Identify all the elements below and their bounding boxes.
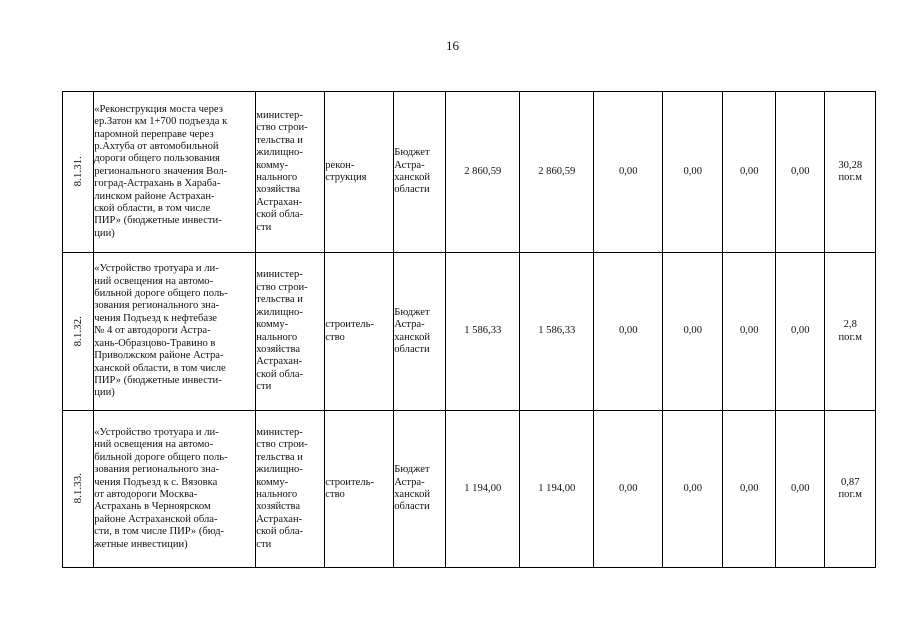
customer: министер- ство строи- тельства и жилищно- комму- нального хозяйства Астрахан- ской обла- сти xyxy=(256,109,308,233)
capacity-unit: пог.м xyxy=(838,331,862,343)
page-number: 16 xyxy=(446,38,459,53)
investment-table xyxy=(62,91,876,568)
object-name-cell xyxy=(94,253,256,411)
customer-cell xyxy=(256,92,325,253)
value-total: 2 860,59 xyxy=(446,92,520,253)
value-total: 1 194,00 xyxy=(446,411,520,568)
capacity-cell xyxy=(825,411,876,568)
row-number-cell xyxy=(63,92,94,253)
value-col-2: 1 586,33 xyxy=(520,253,594,411)
work-type-cell xyxy=(325,253,394,411)
value-col-5: 0,00 xyxy=(723,411,776,568)
object-name: «Устройство тротуара и ли- ний освещения на автомо- бильной дороге общего поль- зования регионального зна- чения Подъезд к нефтебазе № 4 от автодороги Астра- хань-Образцово-Травино в Приволжском районе Астра- ханской области, в том числе ПИР» (бюджетные инвести- ции) xyxy=(94,263,228,399)
value-col-3: 0,00 xyxy=(594,253,663,411)
capacity-unit: пог.м xyxy=(838,172,862,183)
table-row xyxy=(63,92,876,253)
value-col-5: 0,00 xyxy=(723,253,776,411)
capacity-value: 30,28 xyxy=(838,159,863,171)
work-type: строитель- ство xyxy=(325,476,374,500)
work-type: рекон- струкция xyxy=(325,159,367,183)
row-number: 8.1.32. xyxy=(71,315,84,347)
customer-cell xyxy=(256,253,325,411)
capacity-value: 2,8 xyxy=(843,319,857,331)
capacity-value: 0,87 xyxy=(840,476,860,488)
capacity-cell xyxy=(825,253,876,411)
value-col-4: 0,00 xyxy=(663,411,723,568)
value-col-4: 0,00 xyxy=(663,92,723,253)
funding-source: Бюджет Астра- ханской области xyxy=(394,147,431,196)
funding-source: Бюджет Астра- ханской области xyxy=(394,464,431,513)
funding-source-cell xyxy=(394,411,446,568)
row-number: 8.1.33. xyxy=(71,473,84,504)
value-col-2: 2 860,59 xyxy=(520,92,594,253)
value-col-6: 0,00 xyxy=(776,92,825,253)
value-total: 1 586,33 xyxy=(446,253,520,411)
customer: министер- ство строи- тельства и жилищно- комму- нального хозяйства Астрахан- ской обла- сти xyxy=(256,269,308,393)
object-name-cell xyxy=(94,411,256,568)
object-name: «Реконструкция моста через ер.Затон км 1+700 подъезда к паромной переправе через р.Ахтуба от автомобильной дороги общего пользования регионального значения Вол- гоград-Астрахань в Хараба- линском районе Астрахан- ской области, в том числе ПИР» (бюджетные инвести- ции) xyxy=(94,103,228,239)
value-col-4: 0,00 xyxy=(663,253,723,411)
work-type-cell xyxy=(325,92,394,253)
work-type: строитель- ство xyxy=(325,319,374,343)
row-number-cell xyxy=(63,411,94,568)
value-col-6: 0,00 xyxy=(776,253,825,411)
table-row xyxy=(63,411,876,568)
customer: министер- ство строи- тельства и жилищно- комму- нального хозяйства Астрахан- ской обла- сти xyxy=(256,426,308,550)
capacity-unit: пог.м xyxy=(838,489,862,500)
value-col-3: 0,00 xyxy=(594,92,663,253)
work-type-cell xyxy=(325,411,394,568)
value-col-2: 1 194,00 xyxy=(520,411,594,568)
object-name: «Устройство тротуара и ли- ний освещения на автомо- бильной дороге общего поль- зования регионального зна- чения Подъезд к с. Вязовка от автодороги Москва- Астрахань в Черноярском районе Астраханской обла- сти, в том числе ПИР» (бюд- жетные инвестиции) xyxy=(94,426,228,550)
funding-source-cell xyxy=(394,253,446,411)
funding-source-cell xyxy=(394,92,446,253)
value-col-3: 0,00 xyxy=(594,411,663,568)
value-col-6: 0,00 xyxy=(776,411,825,568)
table-row xyxy=(63,253,876,411)
capacity-cell xyxy=(825,92,876,253)
value-col-5: 0,00 xyxy=(723,92,776,253)
funding-source: Бюджет Астра- ханской области xyxy=(394,306,431,355)
customer-cell xyxy=(256,411,325,568)
object-name-cell xyxy=(94,92,256,253)
row-number: 8.1.31. xyxy=(71,156,84,187)
row-number-cell xyxy=(63,253,94,411)
